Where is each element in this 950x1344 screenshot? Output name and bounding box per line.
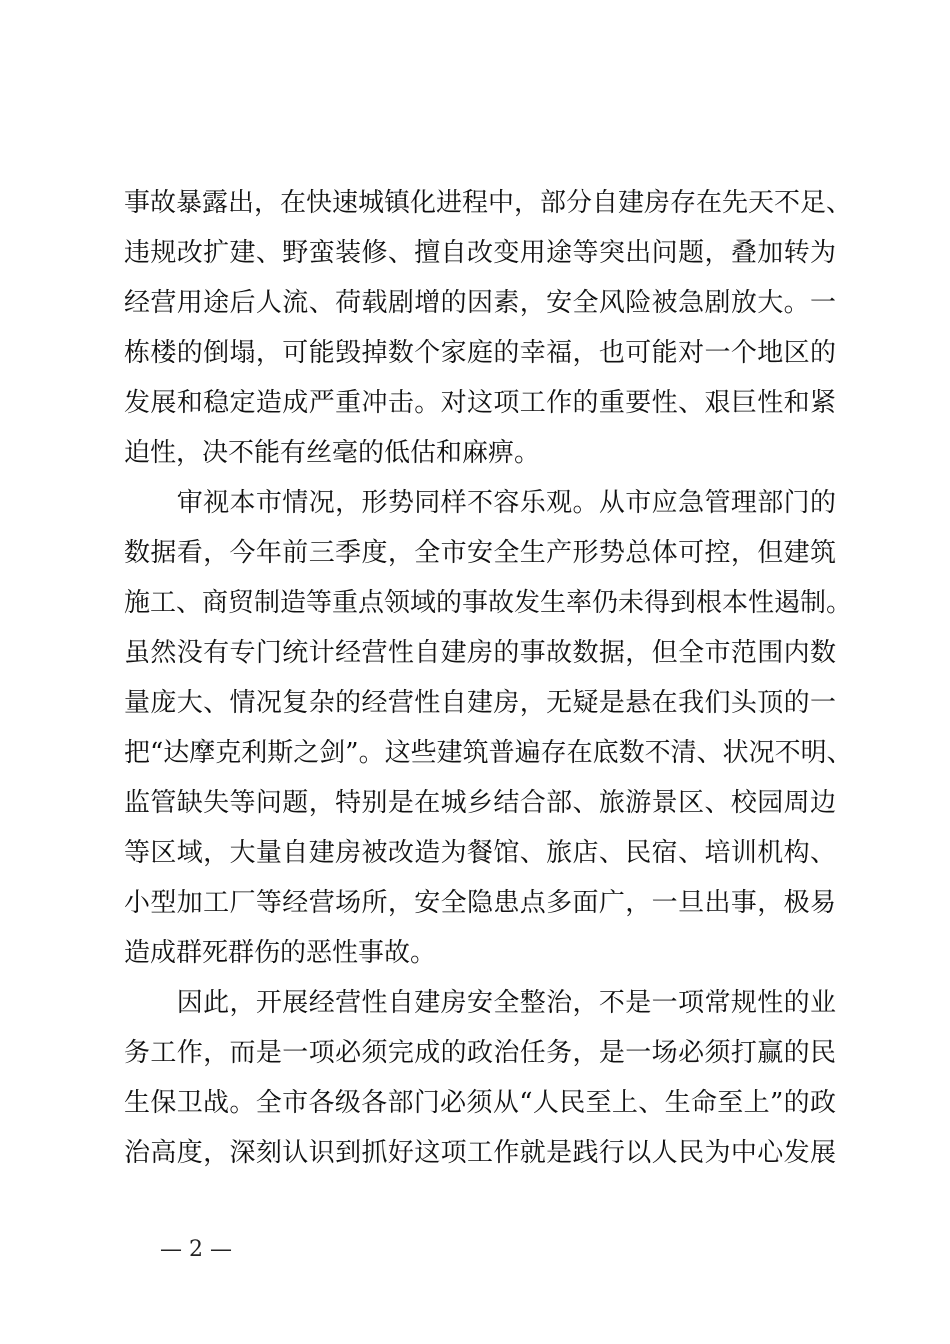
paragraph-2 bbox=[124, 478, 853, 978]
text-line: 小型加工厂等经营场所，安全隐患点多面广，一旦出事，极易 bbox=[124, 888, 836, 918]
text-line: 监管缺失等问题，特别是在城乡结合部、旅游景区、校园周边 bbox=[124, 788, 836, 818]
body-text bbox=[124, 178, 853, 1178]
paragraph-3 bbox=[124, 978, 836, 1178]
text-line: 数据看，今年前三季度，全市安全生产形势总体可控，但建筑 bbox=[124, 538, 836, 568]
text-line: 务工作，而是一项必须完成的政治任务，是一场必须打赢的民 bbox=[124, 1038, 836, 1068]
text-line: 栋楼的倒塌，可能毁掉数个家庭的幸福，也可能对一个地区的 bbox=[124, 338, 836, 368]
text-line: 等区域，大量自建房被改造为餐馆、旅店、民宿、培训机构、 bbox=[124, 838, 836, 868]
text-line: 发展和稳定造成严重冲击。对这项工作的重要性、艰巨性和紧 bbox=[124, 388, 836, 418]
text-line: 治高度，深刻认识到抓好这项工作就是践行以人民为中心发展 bbox=[124, 1138, 836, 1168]
text-line: 因此，开展经营性自建房安全整治，不是一项常规性的业 bbox=[124, 988, 836, 1018]
text-line: 事故暴露出，在快速城镇化进程中，部分自建房存在先天不足、 bbox=[124, 188, 853, 218]
text-line: 迫性，决不能有丝毫的低估和麻痹。 bbox=[124, 438, 541, 468]
text-line: 审视本市情况，形势同样不容乐观。从市应急管理部门的 bbox=[124, 488, 836, 518]
text-line: 虽然没有专门统计经营性自建房的事故数据，但全市范围内数 bbox=[124, 638, 836, 668]
text-line: 违规改扩建、野蛮装修、擅自改变用途等突出问题，叠加转为 bbox=[124, 238, 836, 268]
text-line: 造成群死群伤的恶性事故。 bbox=[124, 938, 437, 968]
text-line: 把“达摩克利斯之剑”。这些建筑普遍存在底数不清、状况不明、 bbox=[124, 738, 853, 768]
paragraph-1 bbox=[124, 178, 853, 478]
text-line: 施工、商贸制造等重点领域的事故发生率仍未得到根本性遏制。 bbox=[124, 588, 853, 618]
text-line: 经营用途后人流、荷载剧增的因素，安全风险被急剧放大。一 bbox=[124, 288, 836, 318]
text-line: 生保卫战。全市各级各部门必须从“人民至上、生命至上”的政 bbox=[124, 1088, 836, 1118]
page-number: — 2 — bbox=[160, 1237, 232, 1262]
text-line: 量庞大、情况复杂的经营性自建房，无疑是悬在我们头顶的一 bbox=[124, 688, 836, 718]
